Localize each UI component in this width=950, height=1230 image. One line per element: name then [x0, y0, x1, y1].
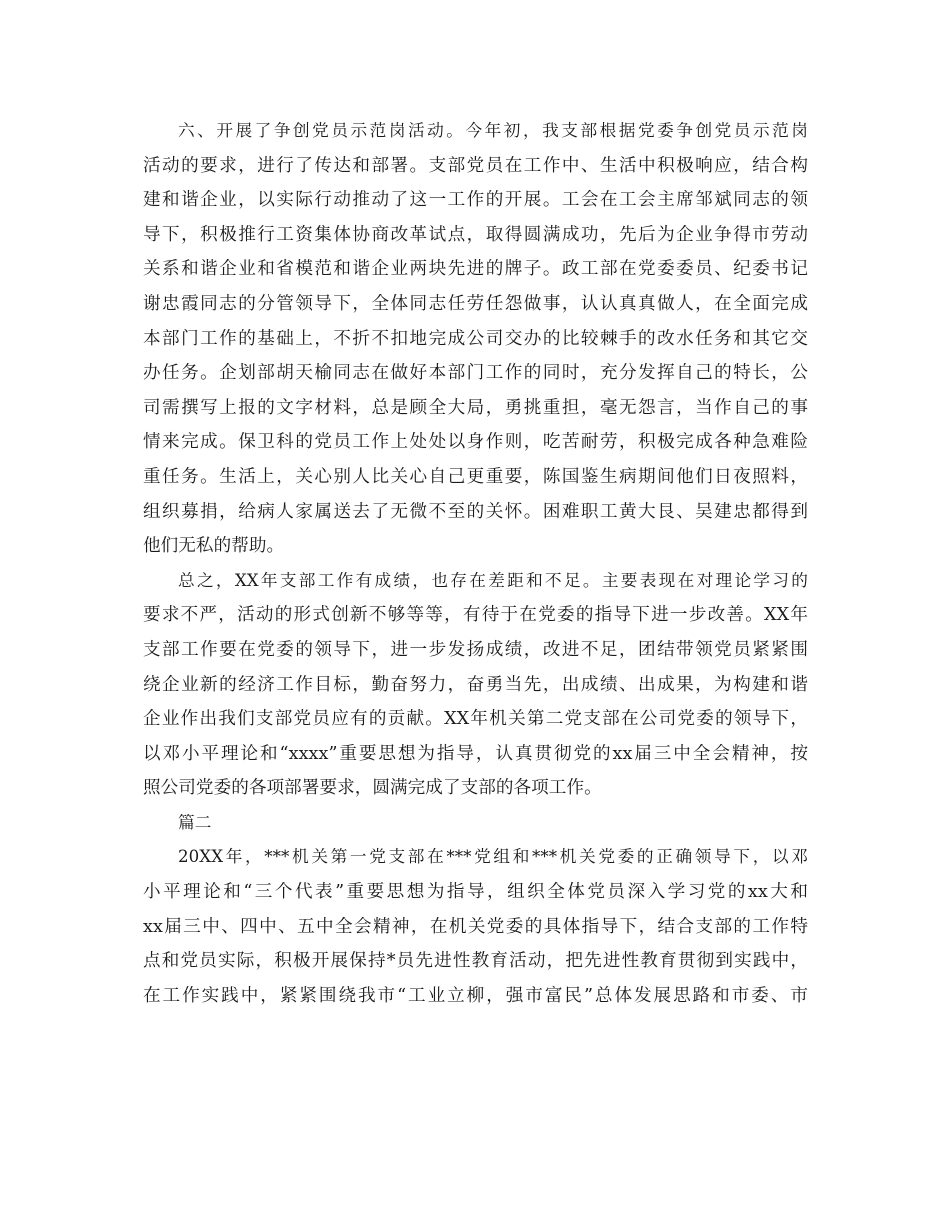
text-line: 情来完成。保卫科的党员工作上处处以身作则，吃苦耐劳，积极完成各种急难险 [143, 432, 808, 453]
text-line: 绕企业新的经济工作目标，勤奋努力，奋勇当先，出成绩、出成果，为构建和谐 [143, 674, 808, 695]
document-body [143, 114, 808, 1013]
text-line: 办任务。企划部胡天榆同志在做好本部门工作的同时，充分发挥自己的特长，公 [143, 363, 808, 384]
text-line: 组织募捐，给病人家属送去了无微不至的关怀。困难职工黄大艮、吴建忠都得到 [143, 501, 808, 522]
text-line: 在工作实践中，紧紧围绕我市“工业立柳，强市富民”总体发展思路和市委、市 [143, 985, 808, 1006]
text-line: 本部门工作的基础上，不折不扣地完成公司交办的比较棘手的改水任务和其它交 [143, 328, 808, 349]
text-line: 以邓小平理论和“xxxx”重要思想为指导，认真贯彻党的xx届三中全会精神，按 [143, 743, 808, 764]
text-line: 要求不严，活动的形式创新不够等等，有待于在党委的指导下进一步改善。XX年 [143, 605, 808, 626]
paragraph-part-two [143, 840, 808, 1013]
text-line: 司需撰写上报的文字材料，总是顾全大局，勇挑重担，毫无怨言，当作自己的事 [143, 397, 808, 418]
text-line: 支部工作要在党委的领导下，进一步发扬成绩，改进不足，团结带领党员紧紧围 [143, 639, 808, 660]
section-title: 篇二 [178, 812, 212, 832]
text-line: 导下，积极推行工资集体协商改革试点，取得圆满成功，先后为企业争得市劳动 [143, 224, 808, 245]
text-line: 小平理论和“三个代表”重要思想为指导，组织全体党员深入学习党的xx大和 [143, 882, 808, 903]
text-line: 关系和谐企业和省模范和谐企业两块先进的牌子。政工部在党委委员、纪委书记 [143, 259, 808, 280]
text-line: 照公司党委的各项部署要求，圆满完成了支部的各项工作。 [143, 778, 602, 799]
text-line: xx届三中、四中、五中全会精神，在机关党委的具体指导下，结合支部的工作特 [143, 916, 808, 937]
text-line: 活动的要求，进行了传达和部署。支部党员在工作中、生活中积极响应，结合构 [143, 155, 808, 176]
text-line: 企业作出我们支部党员应有的贡献。XX年机关第二党支部在公司党委的领导下， [143, 709, 808, 730]
paragraph-summary [143, 564, 808, 806]
text-line: 重任务。生活上，关心别人比关心自己更重要，陈国鉴生病期间他们日夜照料， [143, 466, 808, 487]
paragraph-six [143, 114, 808, 564]
text-line: 总之，XX年支部工作有成绩，也存在差距和不足。主要表现在对理论学习的 [178, 570, 808, 590]
text-line: 谢忠霞同志的分管领导下，全体同志任劳任怨做事，认认真真做人，在全面完成 [143, 293, 808, 314]
section-heading [143, 806, 808, 841]
text-line: 20XX年，***机关第一党支部在***党组和***机关党委的正确领导下，以邓 [178, 847, 808, 867]
text-line: 建和谐企业，以实际行动推动了这一工作的开展。工会在工会主席邹斌同志的领 [143, 190, 808, 211]
text-line: 六、开展了争创党员示范岗活动。今年初，我支部根据党委争创党员示范岗 [178, 121, 808, 140]
text-line: 点和党员实际，积极开展保持*员先进性教育活动，把先进性教育贯彻到实践中， [143, 951, 808, 972]
text-line: 他们无私的帮助。 [143, 536, 285, 557]
